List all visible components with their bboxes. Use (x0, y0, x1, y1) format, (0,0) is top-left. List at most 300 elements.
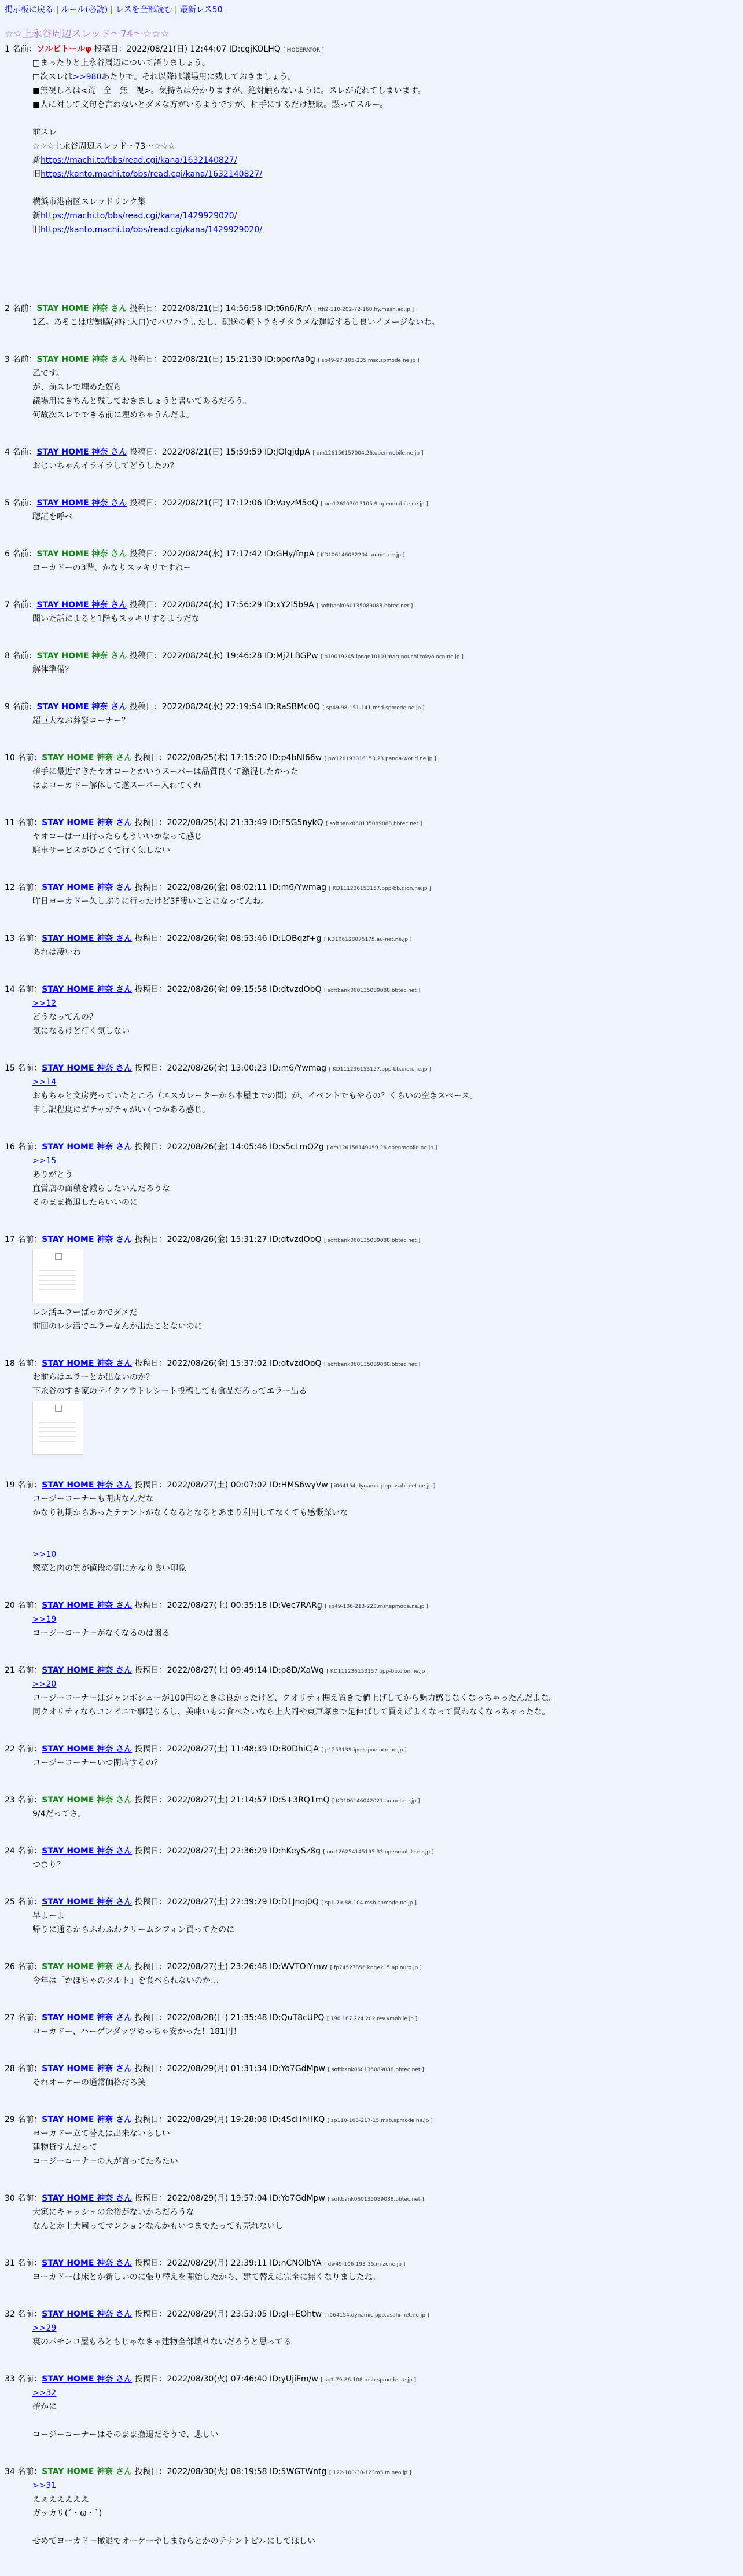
post-host: [ i064154.dynamic.ppp.asahi-net.ne.jp ] (330, 1483, 436, 1489)
post-body (32, 1807, 738, 1821)
post (5, 354, 738, 422)
body-line: 気になるけど行く気しない (32, 1027, 130, 1036)
body-line: ☆☆☆上永谷周辺スレッド〜73〜☆☆☆ (32, 142, 175, 151)
reply-anchor-link[interactable]: >>19 (32, 1615, 57, 1624)
poster-name[interactable]: STAY HOME 神奈 さん (42, 2013, 133, 2022)
posted-label: 投稿日： (132, 2259, 167, 2268)
post-date: 2022/08/27(土) 23:26:48 (167, 1962, 270, 1972)
body-line (32, 1548, 738, 1562)
post-number: 25 (5, 1897, 18, 1907)
post-date: 2022/08/30(火) 08:19:58 (167, 2467, 270, 2476)
post-number: 10 (5, 753, 18, 763)
post (5, 752, 738, 793)
reply-anchor-link[interactable]: >>10 (32, 1550, 57, 1559)
post-date: 2022/08/25(木) 17:15:20 (167, 753, 270, 763)
post-number: 28 (5, 2064, 18, 2073)
post-host: [ sp1-79-86-108.msb.spmode.ne.jp ] (321, 2377, 416, 2383)
post-body (32, 561, 738, 575)
post-id: ID:B0DhiCjA (270, 1745, 322, 1754)
post (5, 1600, 738, 1640)
name-label: 名前： (17, 2375, 42, 2384)
body-line: ヨーカドー、ハーゲンダッツめっちゃ安かった！181円！ (32, 2027, 241, 2036)
post (5, 2193, 738, 2233)
post-host: [ MODERATOR ] (283, 47, 324, 53)
name-label: 名前： (17, 2064, 42, 2073)
poster-name[interactable]: STAY HOME 神奈 さん (42, 1601, 133, 1610)
body-line: 乙です。 (32, 369, 64, 378)
body-line (32, 265, 738, 279)
poster-name[interactable]: STAY HOME 神奈 さん (42, 2064, 133, 2073)
post-id: ID:yUjiFm/w (270, 2375, 321, 2384)
post-body (32, 663, 738, 677)
post-number: 24 (5, 1846, 18, 1856)
body-line (32, 181, 738, 195)
post-body (32, 1075, 738, 1117)
posted-label: 投稿日： (132, 1601, 167, 1610)
poster-name[interactable]: STAY HOME 神奈 さん (36, 448, 127, 457)
body-line: 何故次スレでできる前に埋めちゃうんだよ。 (32, 411, 194, 420)
posted-label: 投稿日： (132, 1795, 167, 1805)
post-body (32, 1677, 738, 1719)
post-body (32, 2127, 738, 2168)
post-host: [ sp49-106-213-223.msf.spmode.ne.jp ] (325, 1604, 428, 1610)
post-date: 2022/08/29(月) 19:28:08 (167, 2115, 270, 2124)
posted-label: 投稿日： (132, 934, 167, 943)
post-id: ID:F5G5nykQ (270, 818, 326, 827)
post (5, 2063, 738, 2090)
post-host: [ om126156157004.26.openmobile.ne.jp ] (312, 450, 424, 456)
poster-name: STAY HOME 神奈 さん (36, 355, 127, 364)
post (5, 1062, 738, 1117)
post-host: [ KD111236153157.ppp-bb.dion.ne.jp ] (329, 886, 431, 892)
post-host: [ softbank060135089088.bbtec.net ] (328, 2197, 424, 2203)
post-number: 12 (5, 883, 18, 892)
post (5, 2373, 738, 2442)
poster-name[interactable]: STAY HOME 神奈 さん (42, 1235, 133, 1244)
post-header (5, 1234, 738, 1247)
post-date: 2022/08/26(金) 15:31:27 (167, 1235, 270, 1244)
name-label: 名前： (12, 702, 37, 712)
post-body (32, 2025, 738, 2039)
post-id: ID:VayzM5oQ (264, 499, 321, 508)
reply-anchor-link[interactable]: >>31 (32, 2481, 57, 2490)
post-body (32, 996, 738, 1038)
post (5, 446, 738, 473)
post-id: ID:gI+EOhtw (270, 2310, 325, 2319)
url-link[interactable]: https://machi.to/bbs/read.cgi/kana/1632140827/ (41, 156, 237, 165)
poster-name[interactable]: STAY HOME 神奈 さん (42, 1359, 133, 1368)
body-line: が、前スレで埋めた奴ら (32, 383, 122, 392)
post-host: [ KD106146042021.au-net.ne.jp ] (332, 1798, 420, 1804)
post-host: [ sp49-97-105-235.msc.spmode.ne.jp ] (318, 358, 420, 364)
attached-image[interactable] (32, 1249, 83, 1303)
post-host: [ i064154.dynamic.ppp.asahi-net.ne.jp ] (324, 2313, 429, 2318)
body-line (32, 2520, 738, 2534)
post-body (32, 946, 738, 959)
post-id: ID:bporAa0g (264, 355, 318, 364)
poster-name[interactable]: STAY HOME 神奈 さん (42, 1666, 133, 1675)
post-id: ID:QuT8cUPQ (270, 2013, 327, 2022)
reply-anchor-link[interactable]: >>32 (32, 2388, 57, 2398)
post-list (5, 43, 738, 2548)
post-header (5, 599, 738, 612)
post (5, 1665, 738, 1719)
rules-link[interactable]: ルール(必読) (61, 5, 108, 14)
url-link[interactable]: https://kanto.machi.to/bbs/read.cgi/kana/1632140827/ (41, 170, 263, 179)
post-body (32, 830, 738, 858)
body-line: 旧https://kanto.machi.to/bbs/read.cgi/kana/1632140827/ (32, 170, 263, 179)
poster-name[interactable]: STAY HOME 神奈 さん (36, 600, 127, 610)
post-body (32, 895, 738, 908)
read-all-link[interactable]: レスを全部読む (115, 5, 172, 14)
poster-name: STAY HOME 神奈 さん (42, 1795, 133, 1805)
post-number: 6 (5, 549, 13, 559)
post-number: 22 (5, 1745, 18, 1754)
post-id: ID:dtvzdObQ (270, 1359, 324, 1368)
post-host: [ softbank060135089088.bbtec.net ] (323, 988, 421, 994)
posted-label: 投稿日： (91, 45, 127, 54)
name-label: 名前： (12, 45, 37, 54)
body-line: せめてヨーカドー撤退でオーケーやしまむらとかのテナントビルにしてほしい (32, 2537, 316, 2546)
post-body (32, 56, 738, 279)
post-body (32, 2479, 738, 2548)
post-header (5, 2114, 738, 2127)
post-header (5, 43, 738, 56)
post-number: 4 (5, 448, 13, 457)
post-body (32, 1974, 738, 1988)
name-label: 名前： (17, 1962, 42, 1972)
post-id: ID:S+3RQ1mQ (270, 1795, 332, 1805)
post (5, 817, 738, 858)
post-body (32, 1613, 738, 1640)
name-label: 名前： (17, 753, 42, 763)
posted-label: 投稿日： (132, 2013, 167, 2022)
post-id: ID:JOlqjdpA (264, 448, 313, 457)
poster-name[interactable]: STAY HOME 神奈 さん (42, 2310, 133, 2319)
post (5, 650, 738, 677)
post-header (5, 2258, 738, 2270)
body-line: ■人に対して文句を言わないとダメな方がいるようですが、相手にするだけ無駄。黙ってスルー。 (32, 100, 388, 109)
post-body (32, 714, 738, 728)
post-host: [ p1253139-ipoe.ipoe.ocn.ne.jp ] (321, 1747, 407, 1753)
post-date: 2022/08/27(土) 21:14:57 (167, 1795, 270, 1805)
post-body (32, 612, 738, 626)
body-line: なんとか上大岡ってマンションなんかもいつまでたっても売れないし (32, 2222, 284, 2231)
post-number: 23 (5, 1795, 18, 1805)
posted-label: 投稿日： (127, 651, 162, 661)
name-label: 名前： (17, 1795, 42, 1805)
poster-name: STAY HOME 神奈 さん (36, 304, 127, 313)
post-body (32, 1858, 738, 1872)
body-line: おじいちゃんイライラしてどうしたの？ (32, 461, 178, 471)
post-number: 8 (5, 651, 13, 661)
reply-anchor-link[interactable]: >>20 (32, 1680, 57, 1689)
reply-anchor-link[interactable]: >>980 (72, 72, 102, 82)
post-host: [ p10019245-ipngn10101marunouchi.tokyo.ocn.ne.jp ] (321, 654, 464, 660)
poster-name[interactable]: STAY HOME 神奈 さん (42, 2259, 133, 2268)
post (5, 2466, 738, 2548)
poster-name[interactable]: STAY HOME 神奈 さん (42, 2115, 133, 2124)
post-host: [ sp49-98-151-141.msd.spmode.ne.jp ] (322, 705, 425, 711)
name-label: 名前： (17, 1745, 42, 1754)
name-label: 名前： (17, 1235, 42, 1244)
body-line (32, 1075, 738, 1089)
posted-label: 投稿日： (132, 1235, 167, 1244)
poster-name: STAY HOME 神奈 さん (42, 753, 133, 763)
post-date: 2022/08/26(金) 13:00:23 (167, 1064, 270, 1073)
name-label: 名前： (17, 1481, 42, 1490)
body-line: 早よーよ (32, 1911, 65, 1921)
post-date: 2022/08/27(土) 00:35:18 (167, 1601, 270, 1610)
body-line: レシ活エラーばっかでダメだ (32, 1308, 138, 1317)
poster-name: STAY HOME 神奈 さん (36, 549, 127, 559)
post-header (5, 2193, 738, 2205)
name-label: 名前： (17, 1359, 42, 1368)
post-id: ID:Mj2LBGPw (264, 651, 321, 661)
post-header (5, 2308, 738, 2321)
body-line: つまり？ (32, 1860, 65, 1870)
posted-label: 投稿日： (132, 1897, 167, 1907)
post-date: 2022/08/24(水) 17:17:42 (161, 549, 265, 559)
post-host: [ KD111236153157.ppp-bb.dion.ne.jp ] (326, 1669, 429, 1674)
poster-name[interactable]: STAY HOME 神奈 さん (42, 1142, 133, 1152)
post-number: 34 (5, 2467, 18, 2476)
posted-label: 投稿日： (127, 549, 162, 559)
post-host: [ om126254145195.33.openmobile.ne.jp ] (323, 1849, 434, 1855)
post-header (5, 2012, 738, 2025)
poster-name[interactable]: STAY HOME 神奈 さん (36, 499, 127, 508)
nav-separator: | (110, 5, 113, 14)
post (5, 2308, 738, 2349)
post-header (5, 1961, 738, 1974)
post-body (32, 459, 738, 473)
post-number: 16 (5, 1142, 18, 1152)
poster-name[interactable]: STAY HOME 神奈 さん (42, 2194, 133, 2203)
reply-anchor-link[interactable]: >>15 (32, 1156, 57, 1166)
body-line: 解体準備？ (32, 665, 73, 675)
post-date: 2022/08/29(月) 22:39:11 (167, 2259, 270, 2268)
post-date: 2022/08/27(土) 09:49:14 (167, 1666, 270, 1675)
post-host: [ fth2-110-202-72-160.hy.mesh.ad.jp ] (314, 307, 414, 313)
body-line: コージーコーナーいつ閉店するの？ (32, 1758, 162, 1768)
post-id: ID:s5cLmO2g (270, 1142, 327, 1152)
body-line: 新https://machi.to/bbs/read.cgi/kana/1632140827/ (32, 156, 237, 165)
post-body (32, 316, 738, 329)
post-id: ID:m6/Ywmag (270, 883, 329, 892)
body-line (32, 1613, 738, 1626)
body-line: ヨーカドー立て替えは出来ないらしい (32, 2129, 170, 2138)
post-header (5, 701, 738, 714)
post-id: ID:5WGTWntg (270, 2467, 329, 2476)
post-id: ID:WVTOlYmw (270, 1962, 330, 1972)
posted-label: 投稿日： (132, 1745, 167, 1754)
body-line: コージーコーナーも閉店なんだな (32, 1494, 154, 1504)
post-number: 14 (5, 985, 18, 994)
post-header (5, 1358, 738, 1371)
body-line: どうなってんの？ (32, 1013, 97, 1022)
posted-label: 投稿日： (127, 304, 162, 313)
post-host: [ om126156149059.26.openmobile.ne.jp ] (326, 1145, 437, 1151)
posted-label: 投稿日： (132, 2375, 167, 2384)
post-header (5, 817, 738, 830)
body-line: 旧https://kanto.machi.to/bbs/read.cgi/kana/1429929020/ (32, 225, 263, 234)
post-id: ID:dtvzdObQ (270, 1235, 324, 1244)
post-body (32, 1154, 738, 1210)
thread-title: ☆☆上永谷周辺スレッド〜74〜☆☆☆ (5, 28, 170, 40)
post-date: 2022/08/25(木) 21:33:49 (167, 818, 270, 827)
post-date: 2022/08/26(金) 09:15:58 (167, 985, 270, 994)
post-id: ID:Yo7GdMpw (270, 2064, 328, 2073)
posted-label: 投稿日： (132, 2064, 167, 2073)
body-line: 超巨大なお葬祭コーナー？ (32, 716, 130, 725)
post-number: 5 (5, 499, 13, 508)
poster-name[interactable]: STAY HOME 神奈 さん (42, 2375, 133, 2384)
body-line: 申し訳程度にガチャガチャがいくつかある感じ。 (32, 1105, 211, 1115)
post-id: ID:GHy/fnpA (264, 549, 317, 559)
posted-label: 投稿日： (132, 818, 167, 827)
post (5, 1794, 738, 1821)
body-line: 惣菜と肉の質が値段の割にかなり良い印象 (32, 1564, 186, 1573)
name-label: 名前： (17, 1142, 42, 1152)
body-line: ヨーカドーは床とか新しいのに張り替えを開始したから、建て替えは完全に無くなりましたね。 (32, 2273, 381, 2282)
post-id: ID:m6/Ywmag (270, 1064, 329, 1073)
poster-name[interactable]: STAY HOME 神奈 さん (42, 1064, 133, 1073)
body-line (32, 1520, 738, 1534)
poster-name[interactable]: STAY HOME 神奈 さん (42, 1481, 133, 1490)
post-header (5, 497, 738, 510)
post-id: ID:p4bNI66w (270, 753, 325, 763)
reply-anchor-link[interactable]: >>12 (32, 999, 57, 1008)
post-number: 33 (5, 2375, 18, 2384)
post-header (5, 1794, 738, 1807)
name-label: 名前： (12, 600, 37, 610)
body-line (32, 1677, 738, 1691)
body-line: □まったりと上永谷周辺について語りましょう。 (32, 58, 210, 68)
post-date: 2022/08/27(土) 00:07:02 (167, 1481, 270, 1490)
post-header (5, 650, 738, 663)
body-line: 確手に最近できたヤオコーとかいうスーパーは品質良くて激混したかった (32, 767, 299, 776)
post-header (5, 303, 738, 316)
body-line: はよヨーカドー解体して遂スーパー入れてくれ (32, 781, 202, 790)
post-body (32, 367, 738, 422)
post-body (32, 1909, 738, 1937)
poster-name[interactable]: STAY HOME 神奈 さん (42, 1745, 133, 1754)
post-date: 2022/08/21(日) 15:59:59 (161, 448, 265, 457)
name-label: 名前： (17, 1666, 42, 1675)
post-number: 18 (5, 1359, 18, 1368)
reply-anchor-link[interactable]: >>29 (32, 2324, 57, 2333)
poster-name: STAY HOME 神奈 さん (36, 651, 127, 661)
post-date: 2022/08/29(月) 01:31:34 (167, 2064, 270, 2073)
back-to-board-link[interactable]: 掲示板に戻る (5, 5, 53, 14)
post-number: 21 (5, 1666, 18, 1675)
name-label: 名前： (17, 2013, 42, 2022)
post-id: ID:nCNOlbYA (270, 2259, 325, 2268)
post-id: ID:Yo7GdMpw (270, 2194, 328, 2203)
url-link[interactable]: https://machi.to/bbs/read.cgi/kana/1429929020/ (41, 211, 237, 221)
posted-label: 投稿日： (132, 2310, 167, 2319)
poster-name[interactable]: STAY HOME 神奈 さん (36, 702, 127, 712)
attached-image[interactable] (32, 1401, 83, 1455)
body-line (32, 1534, 738, 1548)
posted-label: 投稿日： (132, 1846, 167, 1856)
post-id: ID:HMS6wyVw (270, 1481, 331, 1490)
post-header (5, 752, 738, 765)
post-id: ID:hKeySz8g (270, 1846, 323, 1856)
post (5, 1845, 738, 1872)
body-line (32, 251, 738, 265)
poster-name[interactable]: STAY HOME 神奈 さん (42, 985, 133, 994)
post-body (32, 2270, 738, 2284)
post-body (32, 765, 738, 793)
post-date: 2022/08/26(金) 08:02:11 (167, 883, 270, 892)
body-line: 駐車サービスがひどくて行く気しない (32, 846, 170, 855)
body-line (32, 2414, 738, 2428)
name-label: 名前： (17, 1064, 42, 1073)
post-host: [ fp74527856.knge215.ap.nuro.jp ] (330, 1965, 422, 1971)
body-line: コージーコーナーがなくなるのは困る (32, 1629, 170, 1638)
post-id: ID:RaSBMc0Q (264, 702, 323, 712)
name-label: 名前： (17, 2115, 42, 2124)
posted-label: 投稿日： (127, 355, 162, 364)
poster-name[interactable]: STAY HOME 神奈 さん (42, 1846, 133, 1856)
post-number: 17 (5, 1235, 18, 1244)
body-line: 前スレ (32, 128, 57, 137)
poster-name: STAY HOME 神奈 さん (42, 1962, 133, 1972)
posted-label: 投稿日： (132, 1962, 167, 1972)
reply-anchor-link[interactable]: >>14 (32, 1078, 57, 1087)
post-date: 2022/08/24(水) 17:56:29 (161, 600, 265, 610)
post-date: 2022/08/29(月) 23:53:05 (167, 2310, 270, 2319)
name-label: 名前： (17, 934, 42, 943)
posted-label: 投稿日： (127, 448, 162, 457)
body-line: お前らはエラーとか出ないのか？ (32, 1373, 154, 1382)
post (5, 1358, 738, 1455)
post-date: 2022/08/21(日) 15:21:30 (161, 355, 265, 364)
post-header (5, 1896, 738, 1909)
poster-name[interactable]: STAY HOME 神奈 さん (42, 818, 133, 827)
post-date: 2022/08/27(土) 22:39:29 (167, 1897, 270, 1907)
post (5, 701, 738, 728)
post-host: [ sp110-163-217-15.msb.spmode.ne.jp ] (327, 2118, 433, 2124)
post-host: [ sp1-79-88-104.msb.spmode.ne.jp ] (321, 1900, 417, 1906)
body-line: 下永谷のすき家のテイクアウトレシート投稿しても食品だろってエラー出る (32, 1387, 307, 1396)
body-line: 建物貸すんだって (32, 2143, 97, 2152)
post-date: 2022/08/24(水) 19:46:28 (161, 651, 265, 661)
posted-label: 投稿日： (132, 1142, 167, 1152)
body-line: コージーコーナーはそのまま撤退だそうで、悲しい (32, 2430, 219, 2439)
body-line: ヤオコーは一回行ったらもういいかなって感じ (32, 832, 203, 841)
poster-name[interactable]: STAY HOME 神奈 さん (42, 883, 133, 892)
name-label: 名前： (12, 355, 37, 364)
post-header (5, 548, 738, 561)
latest-50-link[interactable]: 最新レス50 (180, 5, 223, 14)
poster-name[interactable]: STAY HOME 神奈 さん (42, 1897, 133, 1907)
post-host: [ pw126193016153.28.panda-world.ne.jp ] (324, 756, 436, 762)
post-number: 19 (5, 1481, 18, 1490)
body-line: □次スレは>>980あたりで。それ以降は議場用に残しておきましょう。 (32, 72, 296, 82)
poster-name[interactable]: STAY HOME 神奈 さん (42, 934, 133, 943)
post (5, 1479, 738, 1575)
post-number: 29 (5, 2115, 18, 2124)
body-line: 直営店の面積を減らしたいんだろうな (32, 1184, 170, 1193)
url-link[interactable]: https://kanto.machi.to/bbs/read.cgi/kana/1429929020/ (41, 225, 263, 234)
posted-label: 投稿日： (132, 2194, 167, 2203)
post-number: 30 (5, 2194, 18, 2203)
post-id: ID:dtvzdObQ (270, 985, 324, 994)
name-label: 名前： (17, 1846, 42, 1856)
post-host: [ dw49-106-193-35.m-zone.jp ] (324, 2262, 406, 2267)
